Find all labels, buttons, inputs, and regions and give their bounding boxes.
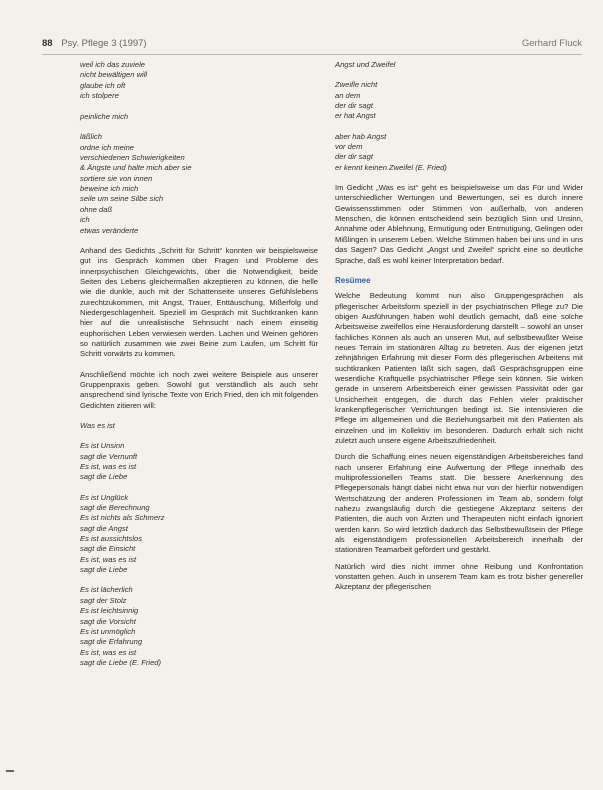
paragraph: Natürlich wird dies nicht immer ohne Reibung und Konfrontation vonstatten gehen. Auch in unserem Team kam es trotz bisher genereller Akzeptanz der pflegerischen <box>335 561 583 592</box>
section-heading: Resümee <box>335 275 371 285</box>
paragraph: Im Gedicht „Was es ist“ geht es beispielsweise um das Für und Wider unterschiedlicher Wertungen und Bewertungen, sei es durch innere Gewissensstimmen oder Stimmen von außerhalb, von anderen Menschen, die können entscheidend sein bezüglich Sinn und Unsinn, Annahme oder Ablehnung, Ermutigung oder Entmutigung, Gelingen oder Mißlingen in unserem Leben. Welche Stimmen haben bei uns und in uns das Sagen? Das Gedicht „Angst und Zweifel“ spricht eine so deutliche Sprache, daß es wohl keiner Interpretation bedarf. <box>335 183 583 265</box>
paragraph: Durch die Schaffung eines neuen eigenständigen Arbeitsbereiches fand nach unserer Erfahrung eine Aufwertung der Pflege innerhalb des multiprofessionellen Teams statt. Die bessere Anerkennung des Pflegepersonals hängt dabei nicht etwa nur von der hierfür notwendigen Wertschätzung der anderen Professionen im Team ab, sondern folgt nahezu zwangsläufig durch die gestiegene Akzeptanz seitens der Patienten, die auch von Ärzten und Therapeuten nicht einfach ignoriert werden kann. So wird letztlich dadurch das Selbstbewußtsein der Pflege als eigenständigem professionellen Arbeitsbereich innerhalb der stationären Teamarbeit gefördert und gestärkt. <box>335 452 583 555</box>
poem-stanza: Es ist Unglück sagt die Berechnung Es ist nichts als Schmerz sagt die Angst Es ist aussichtslos sagt die Einsicht Es ist, was es ist sagt die Liebe <box>80 492 165 575</box>
page-number: 88 <box>42 38 53 49</box>
paragraph: Welche Bedeutung kommt nun also Gruppengesprächen als pflegerischer Arbeitsform speziell in der psychiatrischen Pflege zu? Die obigen Ausführungen haben wohl deutlich gemacht, daß eine solche Arbeitsweise zweifellos eine Herausforderung darstellt – sowohl an unser fachliches Können als auch an unseren Mut, auf selbstbewußter Weise neues Terrain im stationären Alltag zu betreten. Aus der eigenen jetzt zehnjährigen Erfahrung mit dieser Form des pflegerischen Arbeitens mit suchtkranken Patienten läßt sich sagen, daß Gesprächsgruppen eine wesentliche Kraftquelle psychiatrischer Pflege sein können. Sie wirken gerade in unserem Arbeitsbereich einer gewissen Passivität oder gar Unsicherheit entgegen, die durch das Fehlen vieler praktischer krankenpflegerischer Verrichtungen bedingt ist. Sie intensivieren die Pflege im allgemeinen und die Beziehungsarbeit mit den Patienten als einzelnen und im Kollektiv im besonderen. Dadurch erhält sich nicht zuletzt auch unsere eigene Arbeitszufriedenheit. <box>335 291 583 445</box>
poem-stanza: Es ist Unsinn sagt die Vernunft Es ist, was es ist sagt die Liebe <box>80 441 138 482</box>
poem-ending: weil ich das zuviele nicht bewältigen will glaube ich oft ich stolpere peinliche mich läßlich ordne ich meine verschiedenen Schwierigkeiten & Ängste und halte mich aber sie sortiere sie von innen beweine ich mich seile um seine Silbe sich ohne daß ich etwas veränderte <box>80 60 192 235</box>
paragraph: Anschließend möchte ich noch zwei weitere Beispiele aus unserer Gruppenpraxis geben. Sowohl gut verständlich als auch sehr ansprechend sind lyrische Texte von Erich Fried, den ich mit folgenden Gedichten zitieren will: <box>80 369 318 410</box>
poem-stanza: aber hab Angst vor dem der dir sagt er kennt keinen Zweifel (E. Fried) <box>335 131 447 172</box>
scan-margin-mark <box>6 770 14 772</box>
author-name: Gerhard Fluck <box>521 38 582 49</box>
poem-stanza: Es ist lächerlich sagt der Stolz Es ist leichtsinnig sagt die Vorsicht Es ist unmöglich sagt die Erfahrung Es ist, was es ist sagt die Liebe (E. Fried) <box>80 585 162 667</box>
poem-stanza: Zweifle nicht an dem der dir sagt er hat Angst <box>335 80 378 121</box>
journal-reference: Psy. Pflege 3 (1997) <box>61 38 147 49</box>
right-column <box>335 60 583 593</box>
left-column <box>80 60 318 668</box>
poem-title: Was es ist <box>80 421 115 430</box>
page-header <box>42 38 582 55</box>
paragraph: Anhand des Gedichts „Schritt für Schritt“ konnten wir beispielsweise gut ins Gespräch kommen über Fragen und Probleme des innerpsychischen Gleichgewichts, über die Notwendigkeit, beide Seiten des Lebens gleichermaßen akzeptieren zu können, die helle wie die dunkle, auch mit der Schattenseite unseres Gefühlslebens zurechtzukommen, mit Angst, Trauer, Enttäuschung, Mißerfolg und Niedergeschlagenheit. Speziell im Gespräch mit Suchtkranken kann hier auf die unrealistische Sehnsucht nach einem einseitig euphorischen Leben verwiesen werden. Lachen und Weinen gehören so natürlich zusammen wie zwei Beine zum Laufen, um Schritt für Schritt vorwärts zu kommen. <box>80 245 318 359</box>
poem-title: Angst und Zweifel <box>335 60 396 69</box>
